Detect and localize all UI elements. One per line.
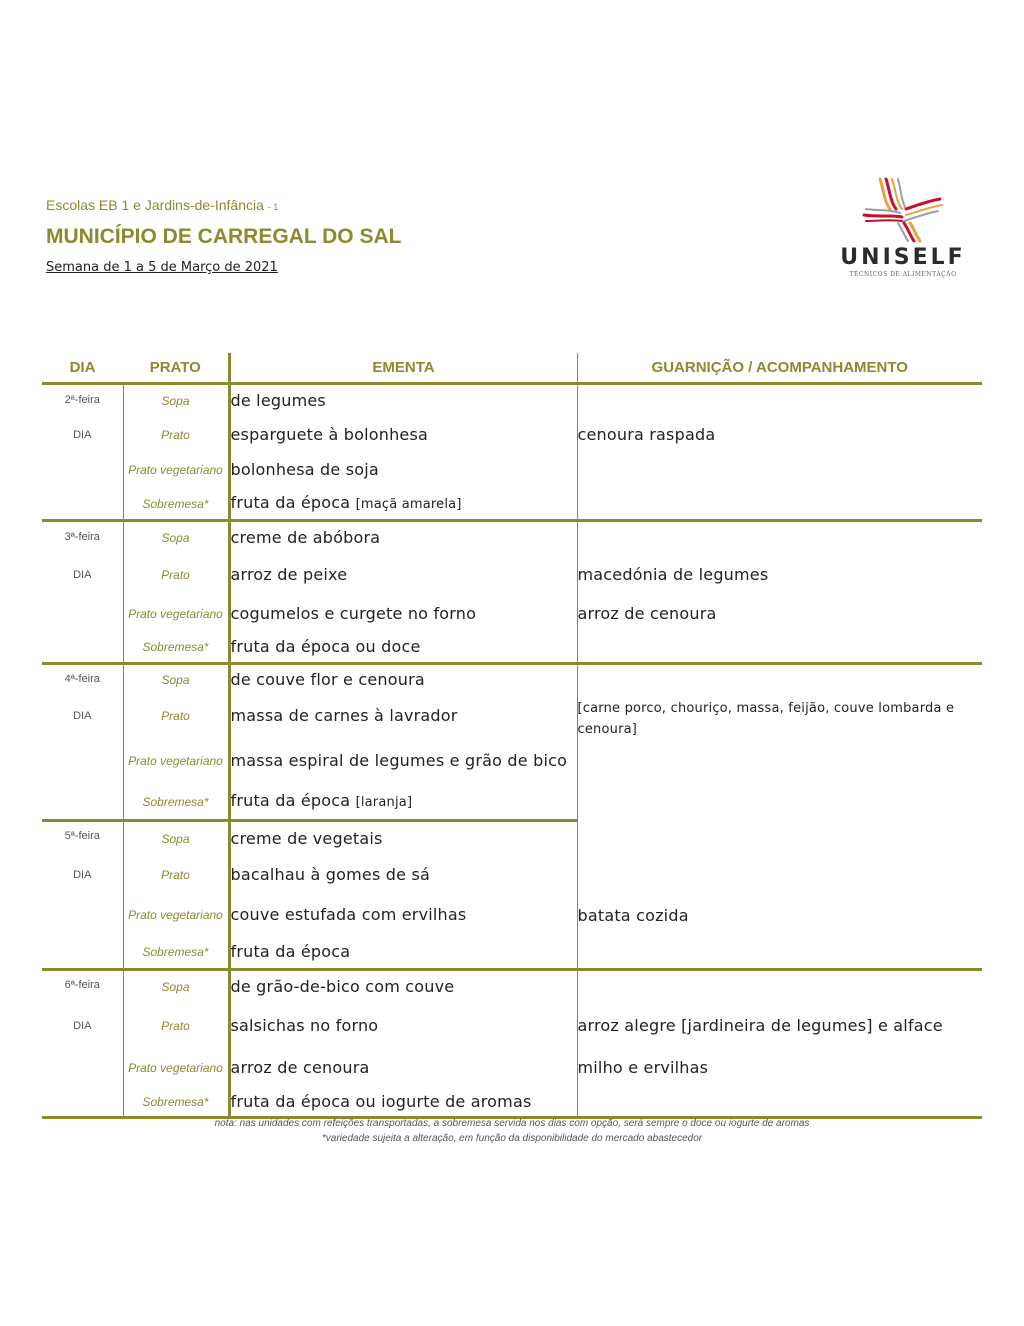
page-title: MUNICÍPIO DE CARREGAL DO SAL xyxy=(46,225,402,248)
day-weekday: 4ª-feira xyxy=(42,664,123,696)
prato-type: Sopa xyxy=(123,970,229,1004)
col-header-prato: PRATO xyxy=(123,353,229,384)
guarnicao xyxy=(577,633,982,664)
guarnicao xyxy=(577,489,982,521)
footer-note: nota: nas unidades com refeições transportadas, a sobremesa servida nos dias com opção, será sempre o doce ou iogurte de aromas xyxy=(214,1118,810,1129)
guarnicao: arroz de cenoura xyxy=(577,604,717,623)
prato-type: Sobremesa* xyxy=(123,1088,229,1118)
guarnicao: macedónia de legumes xyxy=(577,565,769,584)
guarnicao xyxy=(577,521,982,555)
guarnicao: batata cozida xyxy=(577,905,689,925)
school-subtitle xyxy=(46,197,278,213)
table-header-row xyxy=(42,353,982,384)
guarnicao: [carne porco, chouriço, massa, feijão, couve lombarda e cenoura] xyxy=(577,700,955,737)
week-range: Semana de 1 a 5 de Março de 2021 xyxy=(46,260,278,275)
day-label: DIA xyxy=(42,1004,123,1048)
table-row xyxy=(42,384,982,418)
table-row xyxy=(42,418,982,452)
day-weekday: 5ª-feira xyxy=(42,821,123,856)
day-weekday: 3ª-feira xyxy=(42,521,123,555)
ementa-dish: massa de carnes à lavrador xyxy=(229,696,577,736)
table-row xyxy=(42,696,982,736)
ementa-dish: fruta da época xyxy=(229,936,577,970)
day-weekday: 2ª-feira xyxy=(42,384,123,418)
ementa-dish: esparguete à bolonhesa xyxy=(229,418,577,452)
guarnicao: cenoura raspada xyxy=(577,425,716,444)
ementa-dish: massa espiral de legumes e grão de bico xyxy=(229,736,577,786)
prato-type: Sopa xyxy=(123,521,229,555)
day-label: DIA xyxy=(42,555,123,595)
ementa-dish xyxy=(229,489,577,521)
logo-tagline: TÉCNICOS DE ALIMENTAÇÃO xyxy=(849,271,957,278)
prato-type: Prato vegetariano xyxy=(123,452,229,489)
guarnicao xyxy=(577,384,982,418)
prato-type: Prato xyxy=(123,555,229,595)
ementa-note: [maçã amarela] xyxy=(355,496,462,512)
prato-type: Prato xyxy=(123,418,229,452)
ementa-text: fruta da época xyxy=(230,791,351,811)
col-header-dia: DIA xyxy=(42,353,123,384)
ementa-note: [laranja] xyxy=(355,795,413,811)
day-label: DIA xyxy=(42,696,123,736)
guarnicao xyxy=(577,821,982,856)
prato-type: Sopa xyxy=(123,384,229,418)
table-row xyxy=(42,633,982,664)
prato-type: Sopa xyxy=(123,821,229,856)
prato-type: Prato vegetariano xyxy=(123,895,229,936)
table-row xyxy=(42,489,982,521)
ementa-dish: fruta da época ou doce xyxy=(229,633,577,664)
prato-type: Sobremesa* xyxy=(123,936,229,970)
table-row xyxy=(42,821,982,856)
col-header-ementa: EMENTA xyxy=(229,353,577,384)
day-label: DIA xyxy=(42,856,123,895)
table-row xyxy=(42,1004,982,1048)
ementa-dish: fruta da época ou iogurte de aromas xyxy=(229,1088,577,1118)
logo-wordmark: UNISELF xyxy=(840,245,966,270)
table-row xyxy=(42,664,982,696)
uniself-logo xyxy=(828,175,978,283)
day-label: DIA xyxy=(42,418,123,452)
guarnicao xyxy=(577,936,982,970)
table-row xyxy=(42,936,982,970)
ementa-dish: arroz de peixe xyxy=(229,555,577,595)
ementa-dish: de legumes xyxy=(229,384,577,418)
guarnicao xyxy=(577,452,982,489)
prato-type: Prato xyxy=(123,696,229,736)
prato-type: Sobremesa* xyxy=(123,633,229,664)
ementa-dish: creme de vegetais xyxy=(229,821,577,856)
ementa-text: fruta da época xyxy=(230,492,351,512)
subtitle-suffix: - 1 xyxy=(267,202,279,212)
footer-disclaimer: *variedade sujeita a alteração, em função da disponibilidade do mercado abastecedor xyxy=(321,1133,703,1144)
prato-type: Prato xyxy=(123,856,229,895)
ementa-dish: de couve flor e cenoura xyxy=(229,664,577,696)
guarnicao xyxy=(577,664,982,696)
prato-type: Prato vegetariano xyxy=(123,1048,229,1088)
logo-mark-icon xyxy=(828,175,978,245)
ementa-dish: cogumelos e curgete no forno xyxy=(229,595,577,633)
table-row xyxy=(42,452,982,489)
guarnicao: milho e ervilhas xyxy=(577,1058,709,1077)
table-row xyxy=(42,595,982,633)
table-row xyxy=(42,521,982,555)
ementa-dish: bolonhesa de soja xyxy=(229,452,577,489)
day-weekday: 6ª-feira xyxy=(42,970,123,1004)
prato-type: Prato vegetariano xyxy=(123,595,229,633)
prato-type: Sopa xyxy=(123,664,229,696)
table-row xyxy=(42,970,982,1004)
guarnicao xyxy=(577,1088,982,1118)
guarnicao xyxy=(577,970,982,1004)
guarnicao: arroz alegre [jardineira de legumes] e alface xyxy=(577,1016,943,1035)
table-row xyxy=(42,895,982,936)
table-row xyxy=(42,1088,982,1118)
col-header-guarnicao: GUARNIÇÃO / ACOMPANHAMENTO xyxy=(577,353,982,384)
prato-type: Sobremesa* xyxy=(123,786,229,821)
ementa-dish: arroz de cenoura xyxy=(229,1048,577,1088)
ementa-dish: de grão-de-bico com couve xyxy=(229,970,577,1004)
ementa-dish: salsichas no forno xyxy=(229,1004,577,1048)
table-row xyxy=(42,555,982,595)
prato-type: Prato xyxy=(123,1004,229,1048)
prato-type: Sobremesa* xyxy=(123,489,229,521)
guarnicao xyxy=(577,856,982,895)
ementa-dish: bacalhau à gomes de sá xyxy=(229,856,577,895)
ementa-dish: creme de abóbora xyxy=(229,521,577,555)
table-row xyxy=(42,856,982,895)
ementa-dish: couve estufada com ervilhas xyxy=(229,895,577,936)
ementa-dish xyxy=(229,786,577,821)
weekly-menu-table xyxy=(42,353,982,1119)
table-row xyxy=(42,1048,982,1088)
prato-type: Prato vegetariano xyxy=(123,736,229,786)
subtitle-text: Escolas EB 1 e Jardins-de-Infância xyxy=(46,197,264,213)
